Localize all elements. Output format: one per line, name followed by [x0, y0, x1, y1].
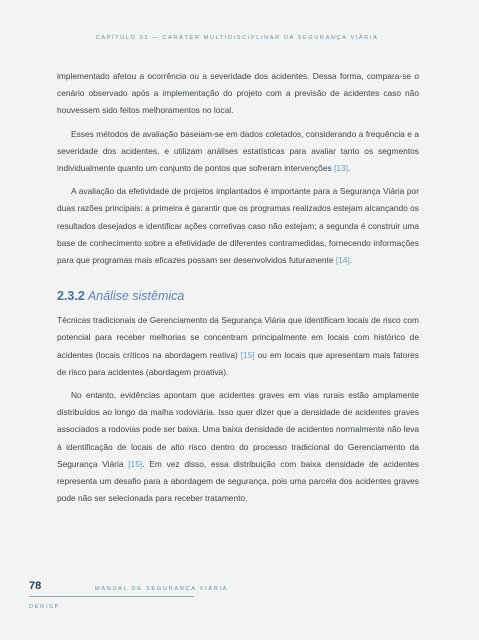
section-number: 2.3.2	[57, 289, 85, 304]
paragraph-4-text-b: ou em locais que apresentam mais fatores de risco para acidentes (abordagem proativa).	[57, 349, 419, 377]
paragraph-3-end: .	[349, 255, 353, 266]
paragraph-4-text-a: Técnicas tradicionais de Gerenciamento da Segurança Viária que identificam locais de risco com potencial para receber melhorias se concentram principalmente em locais com histórico de acidentes (locais críticos na abordagem reativa)	[57, 315, 419, 360]
paragraph-5	[57, 387, 419, 507]
paragraph-4	[57, 312, 419, 381]
citation-13[interactable]: [13]	[334, 163, 348, 174]
citation-14[interactable]: [14]	[335, 255, 350, 266]
section-heading	[57, 287, 419, 305]
section-title: Análise sistêmica	[87, 289, 185, 304]
citation-15[interactable]: [15]	[240, 349, 255, 360]
paragraph-5-text-b: . Em vez disso, essa distribuição com baixa densidade de acidentes representa um desafio para a abordagem de segurança, pois uma parcela dos acidentes graves pode não ser selecionada para receber tratamento.	[57, 458, 419, 504]
footer-divider	[29, 596, 194, 597]
paragraph-2-text: Esses métodos de avaliação baseiam-se em dados coletados, considerando a frequência e a severidade dos acidentes, e utilizam análises estatísticas para avaliar tanto os segmentos individualmente quanto um conjunto de pontos que sofreram intervenções	[57, 128, 419, 174]
paragraph-2	[57, 126, 419, 178]
paragraph-2-end: .	[348, 163, 351, 174]
paragraph-5-text-a: No entanto, evidências apontam que acidentes graves em vias rurais estão amplamente distribuídos ao longo da malha rodoviária. Isso quer dizer que a densidade de acidentes graves associados a rodovias pode ser baixa. Uma baixa densidade de acidentes normalmente não leva à identificação de locais de alto risco dentro do processo tradicional do Gerenciamento da Segurança Viária	[57, 390, 419, 469]
paragraph-3	[57, 183, 419, 269]
page-number: 78	[29, 580, 42, 592]
paragraph-3-text: A avaliação da efetividade de projetos implantados é importante para a Segurança Viária por duas razões principais: a primeira é garantir que os programas realizados estejam alcançando os resultados desejados e identificar ações corretivas caso não estejam; a segunda é construir uma base de conhecimento sobre a efetividade de diferentes contramedidas, fornecendo informações para que programas mais eficazes possam ser desenvolvidos futuramente	[57, 186, 419, 266]
footer-organization: DER/SP	[29, 604, 61, 610]
citation-15-second[interactable]: [15]	[128, 458, 143, 469]
running-header: CAPÍTULO 02 — CARÁTER MULTIDISCIPLINAR DA SEGURANÇA VIÁRIA	[95, 35, 379, 41]
paragraph-1: implementado afetou a ocorrência ou a severidade dos acidentes. Dessa forma, compara-se o cenário observado após a implementação do projeto com a previsão de acidentes caso não houvessem sido feitos melhoramentos no local.	[57, 71, 419, 116]
main-content	[57, 68, 419, 513]
footer-manual-title: MANUAL DE SEGURANÇA VIÁRIA	[95, 586, 229, 592]
